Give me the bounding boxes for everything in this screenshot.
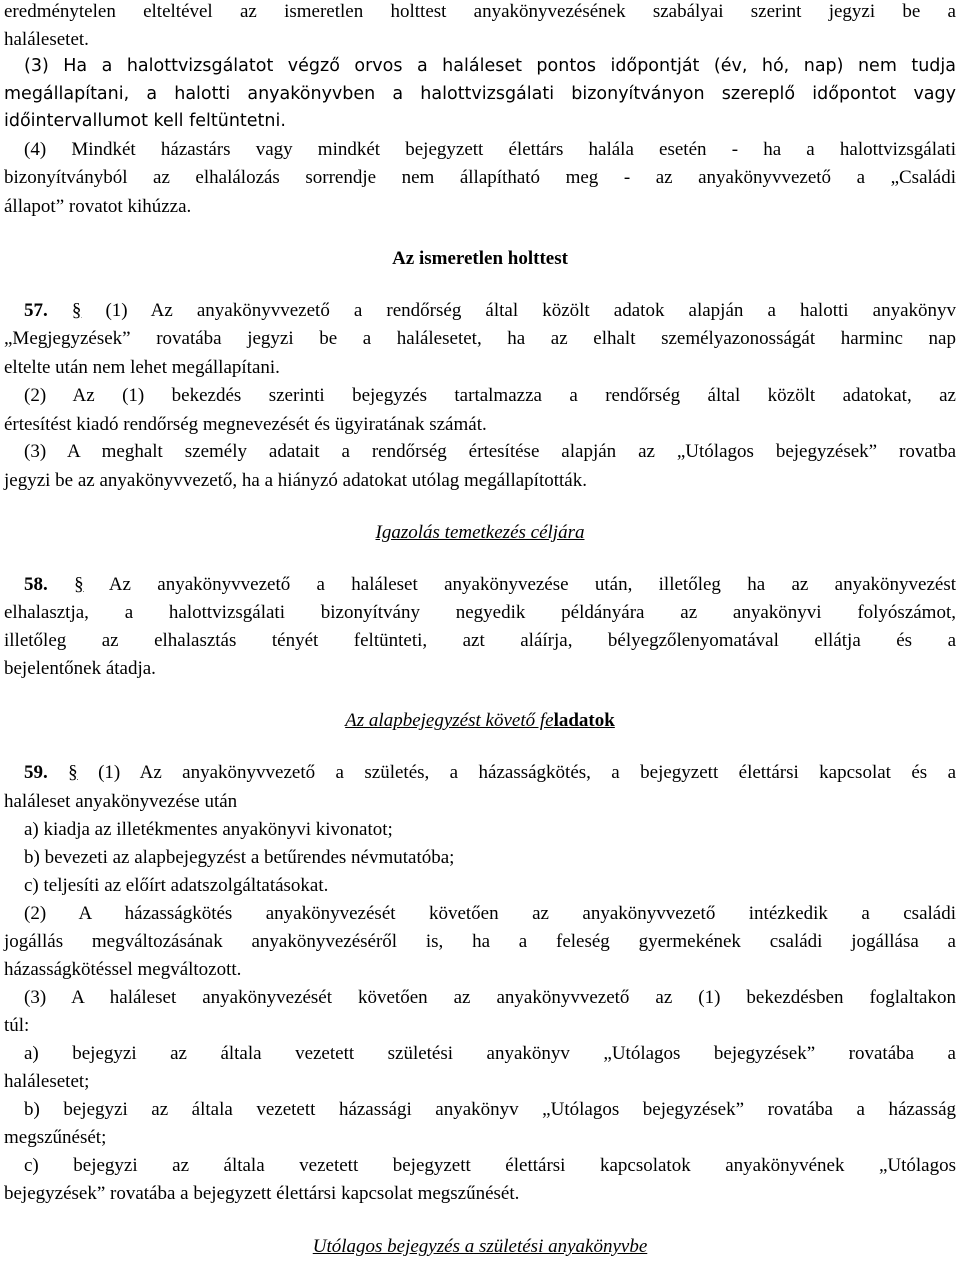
text-line: jogállás megváltozásának anyakönyvezéséről is, ha a feleség gyermekének családi jogállása a — [4, 931, 956, 952]
text-line: bejelentőnek átadja. — [4, 658, 156, 679]
text-line: időintervallumot kell feltüntetni. — [4, 111, 286, 131]
section-sign: § — [71, 300, 82, 321]
text-line: (3) A meghalt személy adatait a rendőrség értesítése alapján az „Utólagos bejegyzések” rovatba — [24, 441, 956, 462]
text-line: illetőleg az elhalasztás tényét feltünteti, azt aláírja, bélyegzőlenyomatával ellátja és a — [4, 630, 956, 651]
text-line: halálesetet. — [4, 29, 89, 50]
text-line: bizonyítványból az elhalálozás sorrendje nem állapítható meg - az anyakönyvvezető a „Családi — [4, 167, 956, 188]
section-heading: Az ismeretlen holttest — [392, 248, 568, 269]
list-item: a) kiadja az illetékmentes anyakönyvi kivonatot; — [24, 819, 393, 840]
section-heading: Az alapbejegyzést követő feladatok — [345, 710, 615, 731]
text-line: megszűnését; — [4, 1127, 107, 1148]
text-line: „Megjegyzések” rovatába jegyzi be a halálesetet, ha az elhalt személyazonosságát harminc nap — [4, 328, 956, 349]
text-line: (4) Mindkét házastárs vagy mindkét bejegyzett élettárs halála esetén - ha a halottvizsgálati — [24, 139, 956, 160]
section-number: 58. — [24, 574, 48, 595]
text-line: bejegyzések” rovatába a bejegyzett élettársi kapcsolat megszűnését. — [4, 1183, 520, 1204]
section-sign: § — [74, 574, 84, 595]
section-sign: § — [68, 762, 78, 783]
paragraph-57-1: 57. § (1) Az anyakönyvvezető a rendőrség által közölt adatok alapján a halotti anyakönyv — [24, 300, 956, 321]
list-item: a) bejegyzi az általa vezetett születési anyakönyv „Utólagos bejegyzések” rovatába a — [24, 1043, 956, 1064]
text-line: (2) A házasságkötés anyakönyvezését követően az anyakönyvvezető intézkedik a családi — [24, 903, 956, 924]
section-heading: Igazolás temetkezés céljára — [375, 522, 585, 543]
text-line: megállapítani, a halotti anyakönyvben a halottvizsgálati bizonyítványon szereplő időpontot vagy — [4, 84, 956, 104]
section-heading: Utólagos bejegyzés a születési anyakönyvbe — [312, 1236, 648, 1257]
text-line: (3) A haláleset anyakönyvezését követően az anyakönyvvezető az (1) bekezdésben foglaltakon — [24, 987, 956, 1008]
text-line: állapot” rovatot kihúzza. — [4, 196, 192, 217]
text-line: haláleset anyakönyvezése után — [4, 791, 238, 812]
text-line: eredménytelen elteltével az ismeretlen holttest anyakönyvezésének szabályai szerint jegyzi be a — [4, 1, 956, 22]
text-line: eltelte után nem lehet megállapítani. — [4, 357, 280, 378]
text-line: (3) Ha a halottvizsgálatot végző orvos a haláleset pontos időpontját (év, hó, nap) nem tudja — [24, 56, 956, 76]
text-line: elhalasztja, a halottvizsgálati bizonyítvány negyedik példányára az anyakönyvi folyószámot, — [4, 602, 956, 623]
text-line: értesítést kiadó rendőrség megnevezését és ügyiratának számát. — [4, 414, 487, 435]
text-line: (2) Az (1) bekezdés szerinti bejegyzés tartalmazza a rendőrség által közölt adatokat, az — [24, 385, 956, 406]
text-line: túl: — [4, 1015, 30, 1036]
text-line: jegyzi be az anyakönyvvezető, ha a hiányzó adatokat utólag megállapították. — [4, 470, 587, 491]
list-item: b) bevezeti az alapbejegyzést a betűrendes névmutatóba; — [24, 847, 455, 868]
text-line: halálesetet; — [4, 1071, 90, 1092]
section-number: 57. — [24, 300, 48, 321]
list-item: b) bejegyzi az általa vezetett házassági anyakönyv „Utólagos bejegyzések” rovatába a házasság — [24, 1099, 956, 1120]
list-item: c) teljesíti az előírt adatszolgáltatásokat. — [24, 875, 329, 896]
list-item: c) bejegyzi az általa vezetett bejegyzett élettársi kapcsolatok anyakönyvének „Utólagos — [24, 1155, 956, 1176]
paragraph-58: 58. § Az anyakönyvvezető a haláleset anyakönyvezése után, illetőleg ha az anyakönyvezést — [24, 574, 956, 595]
text-line: házasságkötéssel megváltozott. — [4, 959, 242, 980]
paragraph-59-1: 59. § (1) Az anyakönyvvezető a születés, a házasságkötés, a bejegyzett élettársi kapcsolat és a — [24, 762, 957, 783]
section-number: 59. — [24, 762, 48, 783]
